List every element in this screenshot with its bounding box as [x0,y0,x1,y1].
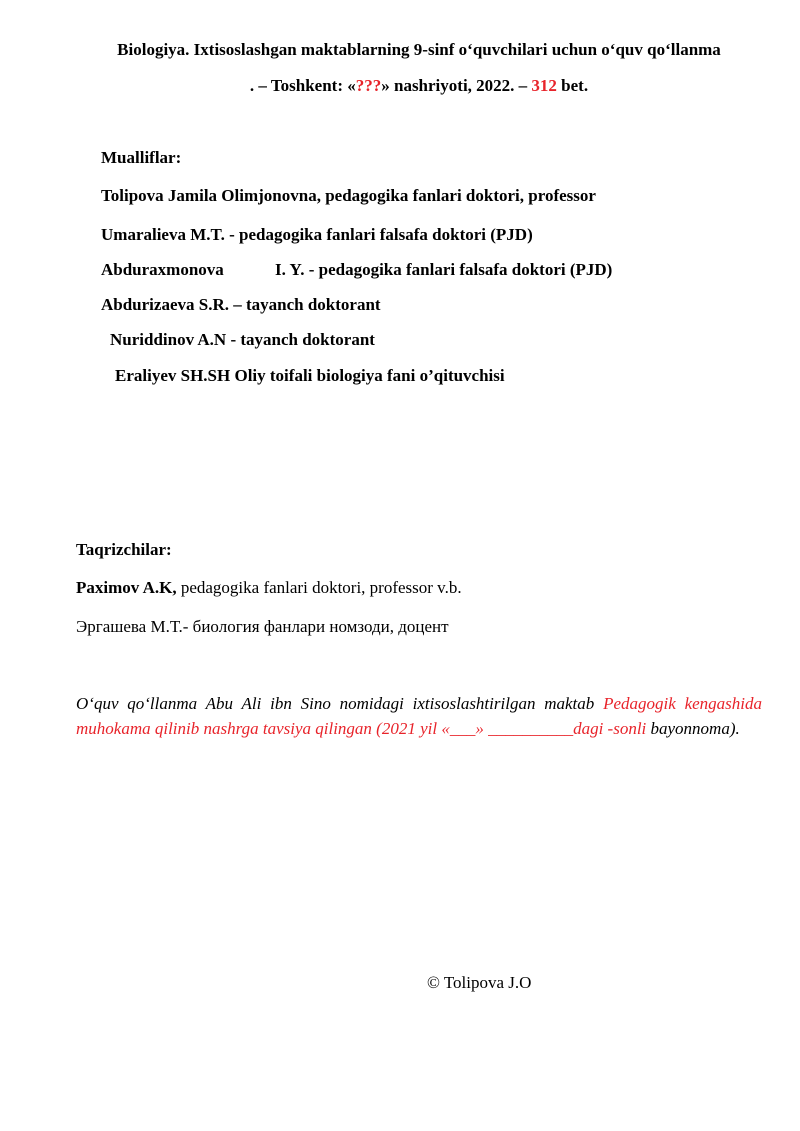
author-line-6: Eraliyev SH.SH Oliy toifali biologiya fani o’qituvchisi [115,366,505,385]
reviewer-2: Эргашева М.Т.- биология фанлари номзоди, доцент [76,617,449,636]
book-title-line-1 [0,40,800,60]
note-text-1: Oʻquv qoʻllanma Abu Ali ibn Sino nomidagi ixtisoslashtirilgan maktab [76,694,604,713]
title-text: Biologiya. Ixtisoslashgan maktablarning 9-sinf oʻquvchilari uchun oʻquv qoʻllanma [117,40,721,59]
author-line-2: Umaralieva M.T. - pedagogika fanlari falsafa doktori (PJD) [101,225,533,244]
authors-heading: Mualliflar: [101,148,182,167]
approval-note [76,691,762,741]
author-line-3-desc: I. Y. - pedagogika fanlari falsafa doktori (PJD) [275,260,613,279]
reviewer-1-name: Paximov A.K, [76,578,177,597]
book-title-line-2 [0,76,800,96]
page-count: 312 [531,76,557,95]
author-line-1: Tolipova Jamila Olimjonovna, pedagogika fanlari doktori, professor [101,186,596,205]
note-text-2: bayonnoma). [646,719,740,738]
reviewer-1-desc: pedagogika fanlari doktori, professor v.b. [176,578,462,597]
title-prefix: . – Toshkent: « [249,76,356,95]
author-line-4: Abdurizaeva S.R. – tayanch doktorant [101,295,381,314]
author-line-5: Nuriddinov A.N - tayanch doktorant [110,330,375,349]
reviewers-heading: Taqrizchilar: [76,540,172,559]
title-middle: » nashriyoti, 2022. – [381,76,532,95]
publisher-placeholder: ??? [355,76,382,95]
author-line-3-name: Abduraxmonova [101,260,224,279]
title-suffix: bet. [556,76,589,95]
copyright: © Tolipova J.O [427,973,532,992]
reviewer-1 [76,578,462,598]
note-council-placeholder: Pedagogik kengashida muhokama qilinib nashrga tavsiya qilingan (2021 yil «___» __________dagi -sonli [76,694,762,738]
